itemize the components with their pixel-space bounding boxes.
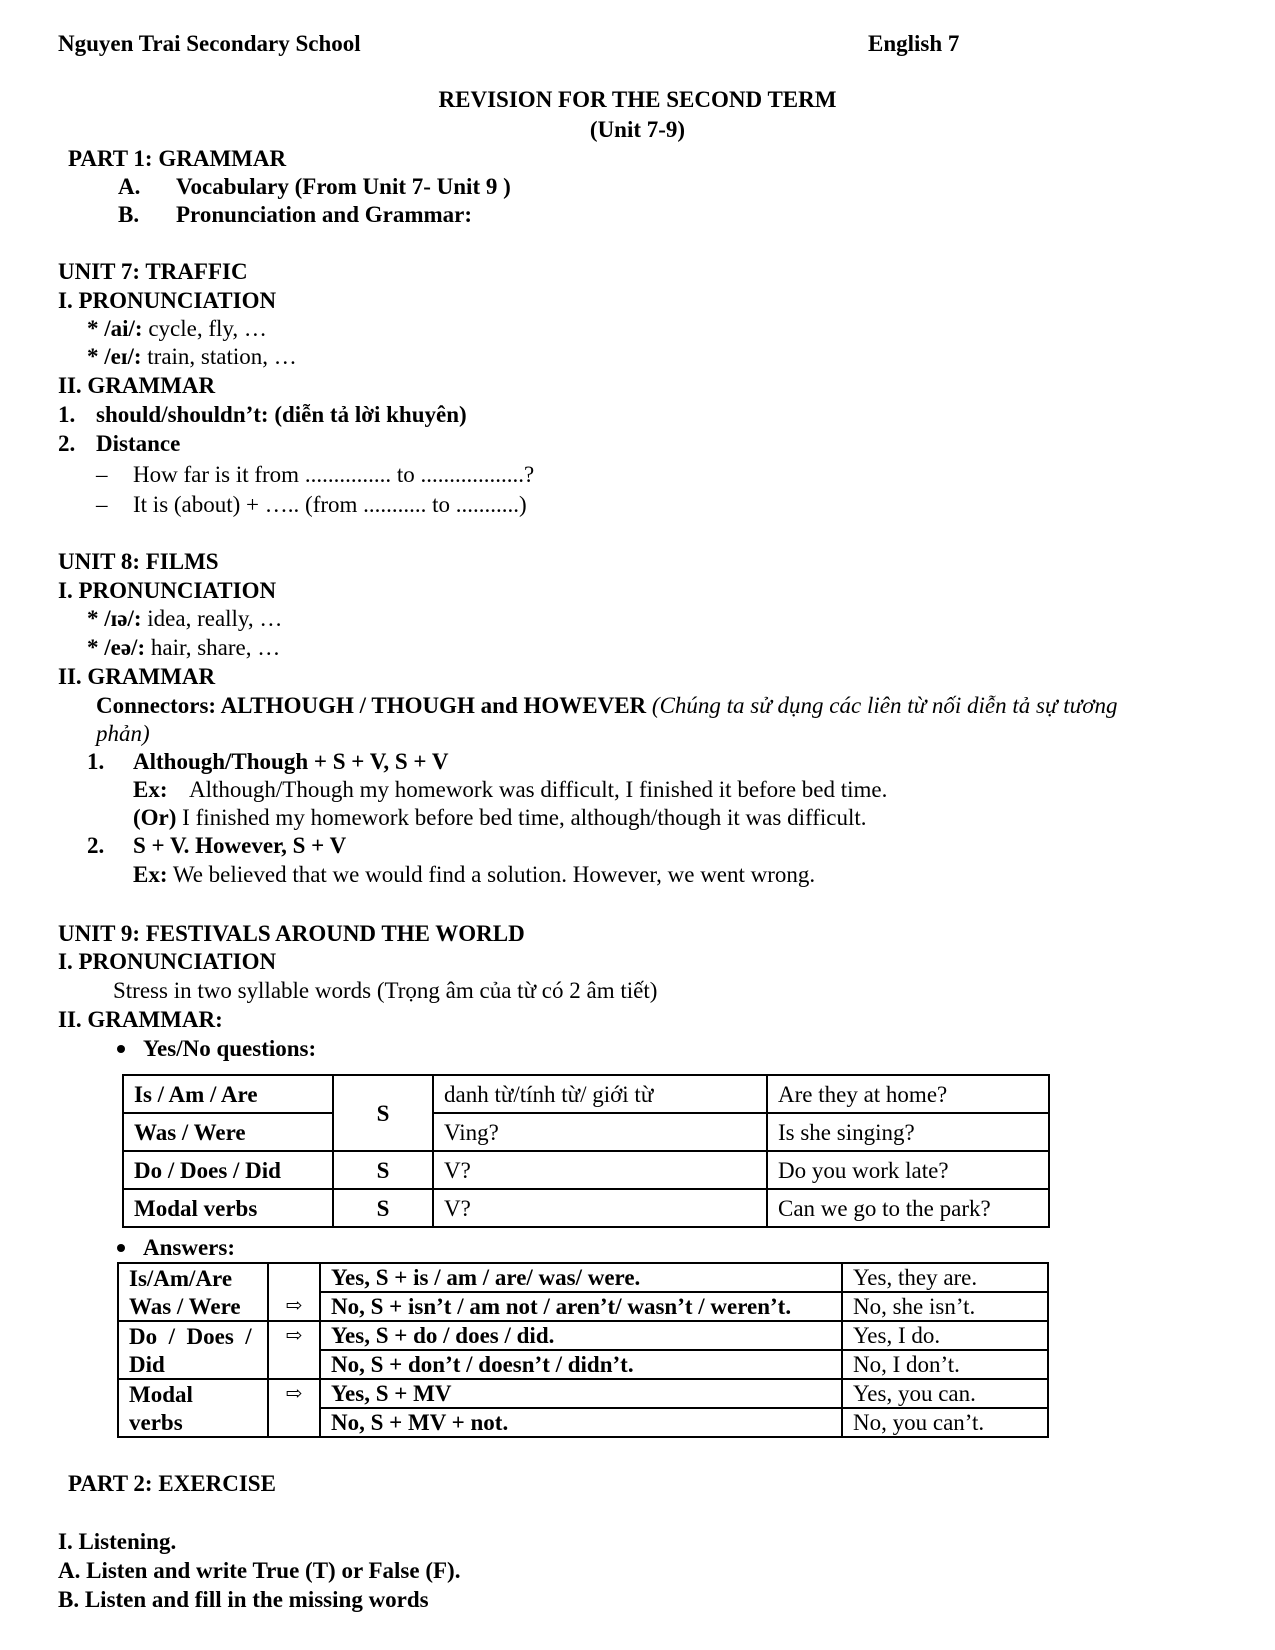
- or-example: I finished my homework before bed time, although/though it was difficult.: [176, 805, 867, 830]
- part1-item-b-text: Pronunciation and Grammar:: [176, 202, 473, 227]
- unit8-pron-line: [87, 634, 280, 661]
- unit7-gram-num: 1.: [58, 402, 76, 427]
- part2-heading: PART 2: EXERCISE: [68, 1471, 276, 1496]
- sound: * /ai/:: [87, 316, 143, 341]
- unit9-gram-heading: II. GRAMMAR:: [58, 1007, 223, 1032]
- table-row: [123, 1151, 1049, 1189]
- listening-task-a: A. Listen and write True (T) or False (F).: [58, 1558, 461, 1583]
- arrow-right-icon: ⇨: [268, 1292, 320, 1321]
- distance-line: It is (about) + ….. (from ........... to ...........): [133, 492, 527, 517]
- rule2-example: We believed that we would find a solution. However, we went wrong.: [167, 862, 816, 887]
- table-cell: Yes, S + do / does / did.: [320, 1321, 842, 1350]
- page-title: REVISION FOR THE SECOND TERM: [438, 87, 837, 112]
- table-cell: S: [333, 1075, 433, 1151]
- table-cell: S: [333, 1189, 433, 1227]
- table-row: [118, 1292, 1048, 1321]
- words: hair, share, …: [145, 635, 281, 660]
- table-cell: Yes, they are.: [842, 1263, 1048, 1292]
- table-cell: Yes, I do.: [842, 1321, 1048, 1350]
- part1-item-a-text: Vocabulary (From Unit 7- Unit 9 ): [176, 174, 511, 199]
- arrow-right-icon: ⇨: [268, 1321, 320, 1350]
- unit7-gram-text: Distance: [96, 431, 181, 456]
- unit7-gram-heading: II. GRAMMAR: [58, 373, 216, 398]
- unit9-heading: UNIT 9: FESTIVALS AROUND THE WORLD: [58, 921, 525, 946]
- table-cell: Yes, S + is / am / are/ was/ were.: [320, 1263, 842, 1292]
- table-row: [118, 1263, 1048, 1292]
- ex-label: Ex:: [133, 862, 168, 887]
- table-cell: S: [333, 1151, 433, 1189]
- answers-label-line: [117, 1234, 235, 1261]
- table-cell: Is / Am / Are: [123, 1075, 333, 1113]
- rule2-num: 2.: [87, 833, 105, 858]
- school-name: Nguyen Trai Secondary School: [58, 31, 361, 56]
- words: idea, really, …: [141, 606, 283, 631]
- part1-item-a-mark: A.: [118, 174, 141, 199]
- table-cell: verbs: [118, 1408, 268, 1437]
- table-cell: Is she singing?: [767, 1113, 1049, 1151]
- rule1-text: Although/Though + S + V, S + V: [133, 749, 449, 774]
- table-cell: Was / Were: [118, 1292, 268, 1321]
- distance-line: How far is it from ............... to ..................?: [133, 462, 535, 487]
- rule2-text: S + V. However, S + V: [133, 833, 347, 858]
- arrow-right-icon: ⇨: [268, 1379, 320, 1408]
- table-cell: No, she isn’t.: [842, 1292, 1048, 1321]
- table-row: [118, 1379, 1048, 1408]
- unit7-heading: UNIT 7: TRAFFIC: [58, 259, 248, 284]
- bullet-icon: [117, 1045, 125, 1053]
- table-cell: Is/Am/Are: [118, 1263, 268, 1292]
- connectors-note: (Chúng ta sử dụng các liên từ nối diễn tả sự tương: [646, 693, 1118, 718]
- unit9-pron-heading: I. PRONUNCIATION: [58, 949, 277, 974]
- table-cell: Do you work late?: [767, 1151, 1049, 1189]
- table-cell: No, S + isn’t / am not / aren’t/ wasn’t / weren’t.: [320, 1292, 842, 1321]
- table-cell: Did: [118, 1350, 268, 1379]
- listening-heading: I. Listening.: [58, 1529, 177, 1554]
- bullet-icon: [117, 1244, 125, 1252]
- rule1-example: Although/Though my homework was difficult, I finished it before bed time.: [189, 777, 888, 802]
- distance-dash: –: [96, 492, 108, 517]
- sound: * /eə/:: [87, 635, 146, 660]
- table-row: [118, 1408, 1048, 1437]
- table-cell: No, S + don’t / doesn’t / didn’t.: [320, 1350, 842, 1379]
- words: train, station, …: [141, 344, 297, 369]
- connectors-line: [96, 692, 1117, 719]
- table-row: [118, 1350, 1048, 1379]
- yes-no-questions-table: [122, 1074, 1050, 1228]
- table-row: [123, 1113, 1049, 1151]
- sound: * /eɪ/:: [87, 344, 142, 369]
- table-cell: [268, 1350, 320, 1379]
- table-row: [118, 1321, 1048, 1350]
- rule1-ex-label: Ex:: [133, 777, 168, 802]
- unit8-pron-line: [87, 605, 282, 632]
- subject-name: English 7: [868, 31, 960, 56]
- table-cell: Modal: [118, 1379, 268, 1408]
- table-row: [123, 1189, 1049, 1227]
- listening-task-b: B. Listen and fill in the missing words: [58, 1587, 429, 1612]
- unit7-pron-heading: I. PRONUNCIATION: [58, 288, 277, 313]
- table-cell: No, I don’t.: [842, 1350, 1048, 1379]
- connectors-bold: Connectors: ALTHOUGH / THOUGH and HOWEVER: [96, 693, 647, 718]
- unit7-pron-line: [87, 343, 297, 370]
- part1-heading: PART 1: GRAMMAR: [68, 146, 287, 171]
- table-cell: Are they at home?: [767, 1075, 1049, 1113]
- rule1-alt-line: [133, 804, 867, 831]
- stress-line: Stress in two syllable words (Trọng âm của từ có 2 âm tiết): [113, 978, 658, 1003]
- unit8-gram-heading: II. GRAMMAR: [58, 664, 216, 689]
- table-cell: Yes, you can.: [842, 1379, 1048, 1408]
- distance-dash: –: [96, 462, 108, 487]
- answers-label: Answers:: [143, 1235, 235, 1260]
- unit7-gram-text: should/shouldn’t: (diễn tả lời khuyên): [96, 402, 467, 427]
- table-cell: Do / Does /: [118, 1321, 268, 1350]
- table-cell: Modal verbs: [123, 1189, 333, 1227]
- rule1-num: 1.: [87, 749, 105, 774]
- table-row: [123, 1075, 1049, 1113]
- unit7-pron-line: [87, 315, 267, 342]
- table-cell: Yes, S + MV: [320, 1379, 842, 1408]
- answers-table: [117, 1262, 1049, 1438]
- unit8-pron-heading: I. PRONUNCIATION: [58, 578, 277, 603]
- sound: * /ɪə/:: [87, 606, 142, 631]
- words: cycle, fly, …: [142, 316, 267, 341]
- table-cell: Was / Were: [123, 1113, 333, 1151]
- unit7-gram-num: 2.: [58, 431, 76, 456]
- rule2-ex-line: [133, 861, 815, 888]
- part1-item-b-mark: B.: [118, 202, 140, 227]
- yn-label: Yes/No questions:: [143, 1036, 317, 1061]
- table-cell: Ving?: [433, 1113, 767, 1151]
- table-cell: No, you can’t.: [842, 1408, 1048, 1437]
- table-cell: No, S + MV + not.: [320, 1408, 842, 1437]
- page-subtitle: (Unit 7-9): [589, 117, 686, 142]
- or-label: (Or): [133, 805, 177, 830]
- table-cell: [268, 1263, 320, 1292]
- unit8-heading: UNIT 8: FILMS: [58, 549, 219, 574]
- table-cell: V?: [433, 1189, 767, 1227]
- table-cell: danh từ/tính từ/ giới từ: [433, 1075, 767, 1113]
- table-cell: [268, 1408, 320, 1437]
- table-cell: Do / Does / Did: [123, 1151, 333, 1189]
- table-cell: Can we go to the park?: [767, 1189, 1049, 1227]
- connectors-note-cont: phản): [96, 721, 150, 746]
- yn-label-line: [117, 1035, 316, 1062]
- table-cell: V?: [433, 1151, 767, 1189]
